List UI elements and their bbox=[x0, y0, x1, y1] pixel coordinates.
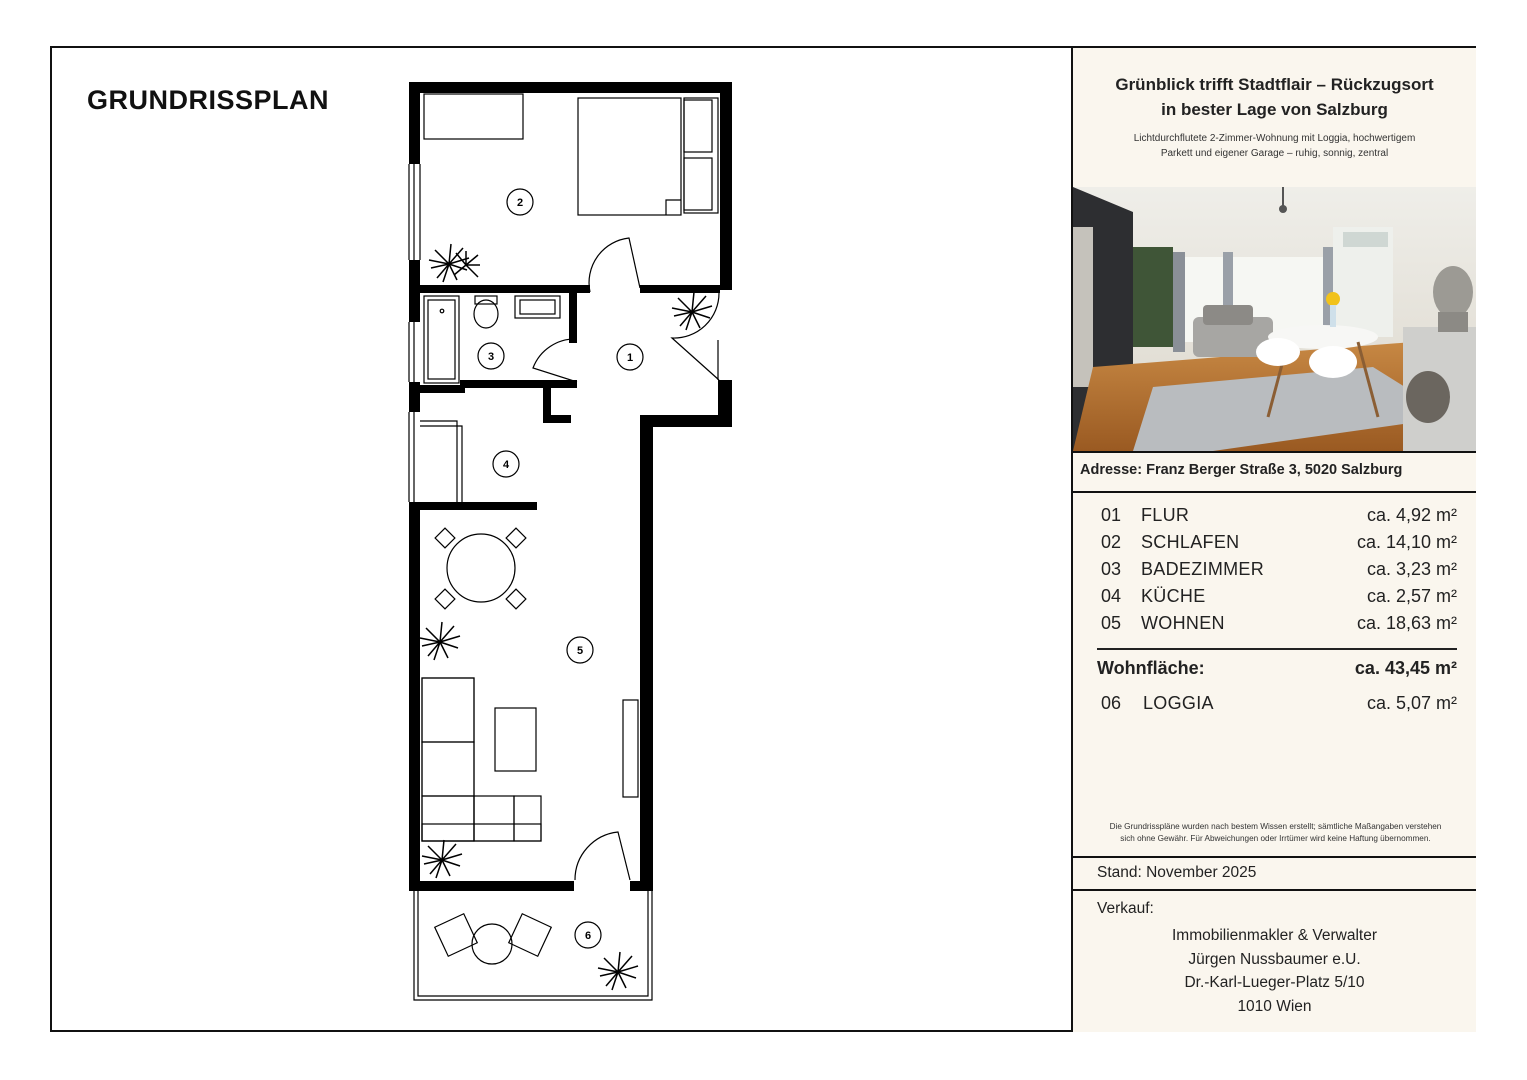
room-number-2: 2 bbox=[516, 197, 524, 209]
doors bbox=[533, 238, 719, 880]
divider bbox=[1073, 491, 1476, 493]
listing-header bbox=[1073, 48, 1476, 189]
room-row: 05 WOHNEN ca. 18,63 m² bbox=[1101, 613, 1457, 633]
room-row: 03 BADEZIMMER ca. 3,23 m² bbox=[1101, 559, 1457, 579]
room-number-4: 4 bbox=[502, 459, 510, 471]
room-row: 02 SCHLAFEN ca. 14,10 m² bbox=[1101, 532, 1457, 552]
disclaimer: Die Grundrisspläne wurden nach bestem Wissen erstellt; sämtliche Maßangaben verstehen sich ohne Gewähr. Für Abweichungen oder Irrtümer wird keine Haftung übernommen. bbox=[1109, 822, 1442, 843]
sale-label: Verkauf: bbox=[1097, 900, 1154, 917]
total-divider bbox=[1097, 648, 1457, 650]
agent-contact: Immobilienmakler & Verwalter Jürgen Nussbaumer e.U. Dr.-Karl-Lueger-Platz 5/10 1010 Wien bbox=[1171, 927, 1377, 1015]
loggia bbox=[414, 886, 652, 1000]
listing-title: Grünblick trifft Stadtflair – Rückzugsort in bester Lage von Salzburg bbox=[1115, 75, 1434, 119]
bedroom-furniture bbox=[424, 94, 718, 215]
living-furniture bbox=[422, 528, 638, 841]
status-date: Stand: November 2025 bbox=[1097, 864, 1257, 881]
divider bbox=[1073, 856, 1476, 858]
room-number-5: 5 bbox=[576, 645, 584, 657]
address: Adresse: Franz Berger Straße 3, 5020 Salzburg bbox=[1080, 462, 1403, 478]
kitchen-counter bbox=[420, 421, 462, 502]
divider bbox=[1073, 889, 1476, 891]
info-panel bbox=[1071, 48, 1476, 1032]
floorplan-sheet bbox=[50, 46, 1476, 1032]
interior-photo-illustration bbox=[1073, 187, 1476, 451]
interior-photo bbox=[1073, 187, 1476, 453]
floorplan-drawing bbox=[52, 48, 1072, 1032]
room-number-6: 6 bbox=[584, 930, 592, 942]
floorplan-area bbox=[52, 48, 1072, 1032]
loggia-row: 06 LOGGIA ca. 5,07 m² bbox=[1101, 693, 1457, 713]
total-living-area: Wohnfläche: ca. 43,45 m² bbox=[1097, 658, 1457, 678]
room-row: 04 KÜCHE ca. 2,57 m² bbox=[1101, 586, 1457, 606]
listing-subtitle: Lichtdurchflutete 2-Zimmer-Wohnung mit Loggia, hochwertigem Parkett und eigener Garage – ruhig, sonnig, zentral bbox=[1133, 133, 1416, 159]
plants bbox=[420, 244, 712, 990]
room-row: 01 FLUR ca. 4,92 m² bbox=[1101, 505, 1457, 525]
room-number-1: 1 bbox=[626, 352, 634, 364]
room-list bbox=[1101, 505, 1457, 640]
plan-title: GRUNDRISSPLAN bbox=[87, 85, 330, 115]
room-number-3: 3 bbox=[487, 351, 495, 363]
